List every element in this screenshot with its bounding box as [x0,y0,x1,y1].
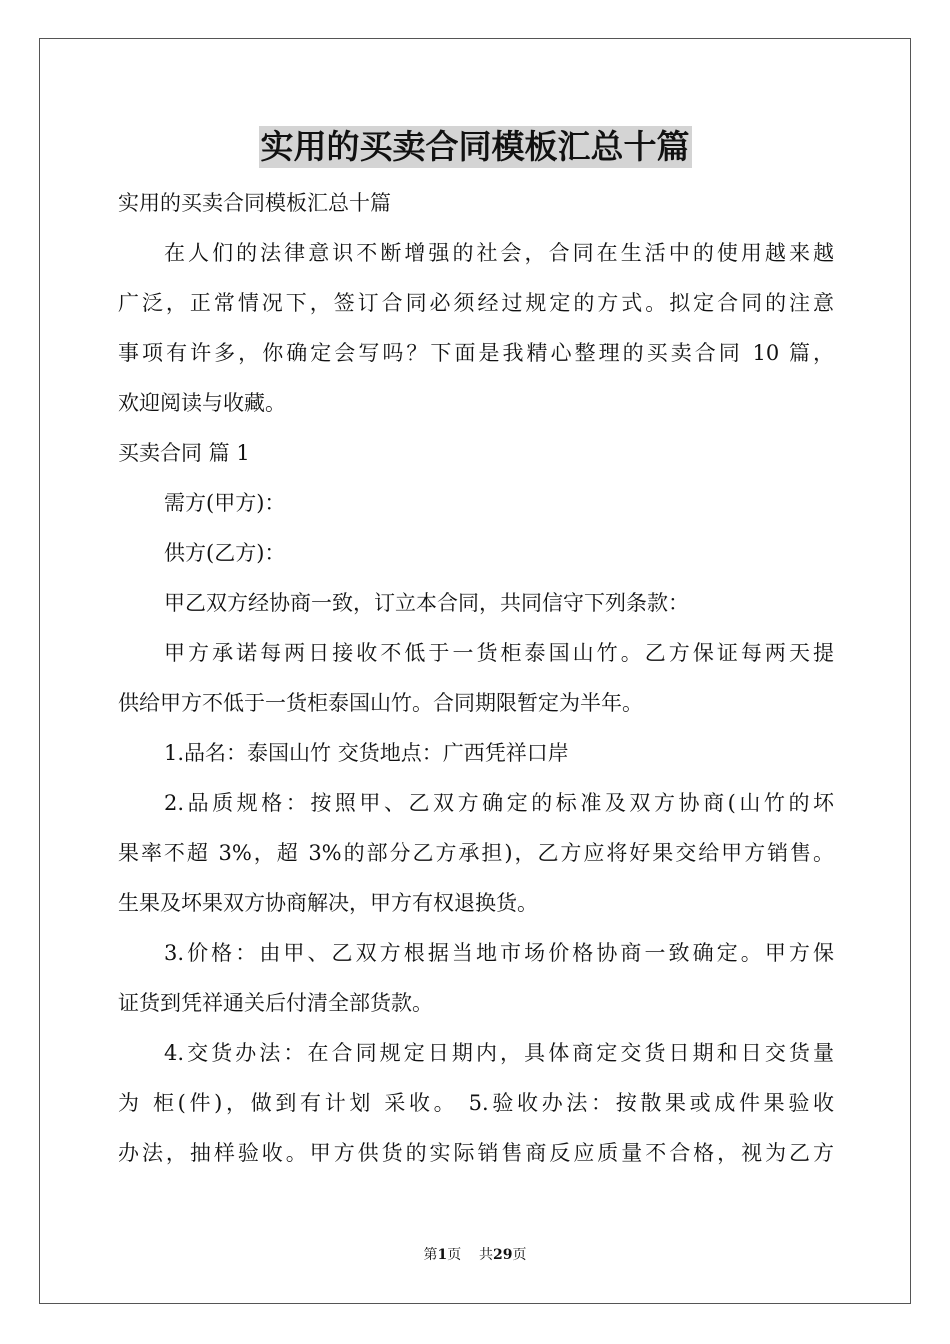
subtitle-line: 实用的买卖合同模板汇总十篇 [118,191,391,215]
buyer-line: 需方(甲方)： [164,491,286,515]
clause-4-line-1: 4.交货办法：在合同规定日期内，具体商定交货日期和日交货量 [164,1041,834,1065]
title-container [0,126,950,168]
footer-page-suffix: 页 [447,1247,462,1263]
footer-total-number: 29 [493,1247,513,1263]
footer-total-suffix: 页 [512,1247,527,1263]
clause-2-line-1: 2.品质规格：按照甲、乙双方确定的标准及双方协商(山竹的坏 [164,791,834,815]
page-footer [0,1245,950,1265]
intro-line-1: 在人们的法律意识不断增强的社会，合同在生活中的使用越来越 [164,241,834,265]
supplier-line: 供方(乙方)： [164,541,286,565]
agreement-line: 甲乙双方经协商一致，订立本合同，共同信守下列条款： [164,591,689,615]
section-heading: 买卖合同 篇 1 [118,441,250,465]
intro-line-3: 事项有许多，你确定会写吗？下面是我精心整理的买卖合同 10 篇， [118,341,834,365]
clause-4-line-2: 为 柜(件)，做到有计划 采收。 5.验收办法：按散果或成件果验收 [118,1091,834,1115]
commitment-line-2: 供给甲方不低于一货柜泰国山竹。合同期限暂定为半年。 [118,691,643,715]
clause-5-line: 办法，抽样验收。甲方供货的实际销售商反应质量不合格，视为乙方 [118,1141,834,1165]
clause-1-line: 1.品名：泰国山竹 交货地点：广西凭祥口岸 [164,741,569,765]
footer-page-prefix: 第 [423,1247,438,1263]
document-title: 实用的买卖合同模板汇总十篇 [260,127,690,166]
clause-3-line-1: 3.价格：由甲、乙双方根据当地市场价格协商一致确定。甲方保 [164,941,834,965]
clause-2-line-2: 果率不超 3%，超 3%的部分乙方承担)，乙方应将好果交给甲方销售。 [118,841,834,865]
footer-page-number: 1 [437,1247,448,1263]
clause-2-line-3: 生果及坏果双方协商解决，甲方有权退换货。 [118,891,538,915]
clause-3-line-2: 证货到凭祥通关后付清全部货款。 [118,991,433,1015]
intro-line-4: 欢迎阅读与收藏。 [118,391,286,415]
footer-total-prefix: 共 [479,1247,494,1263]
document-body [118,178,834,1178]
commitment-line-1: 甲方承诺每两日接收不低于一货柜泰国山竹。乙方保证每两天提 [164,641,834,665]
intro-line-2: 广泛，正常情况下，签订合同必须经过规定的方式。拟定合同的注意 [118,291,834,315]
